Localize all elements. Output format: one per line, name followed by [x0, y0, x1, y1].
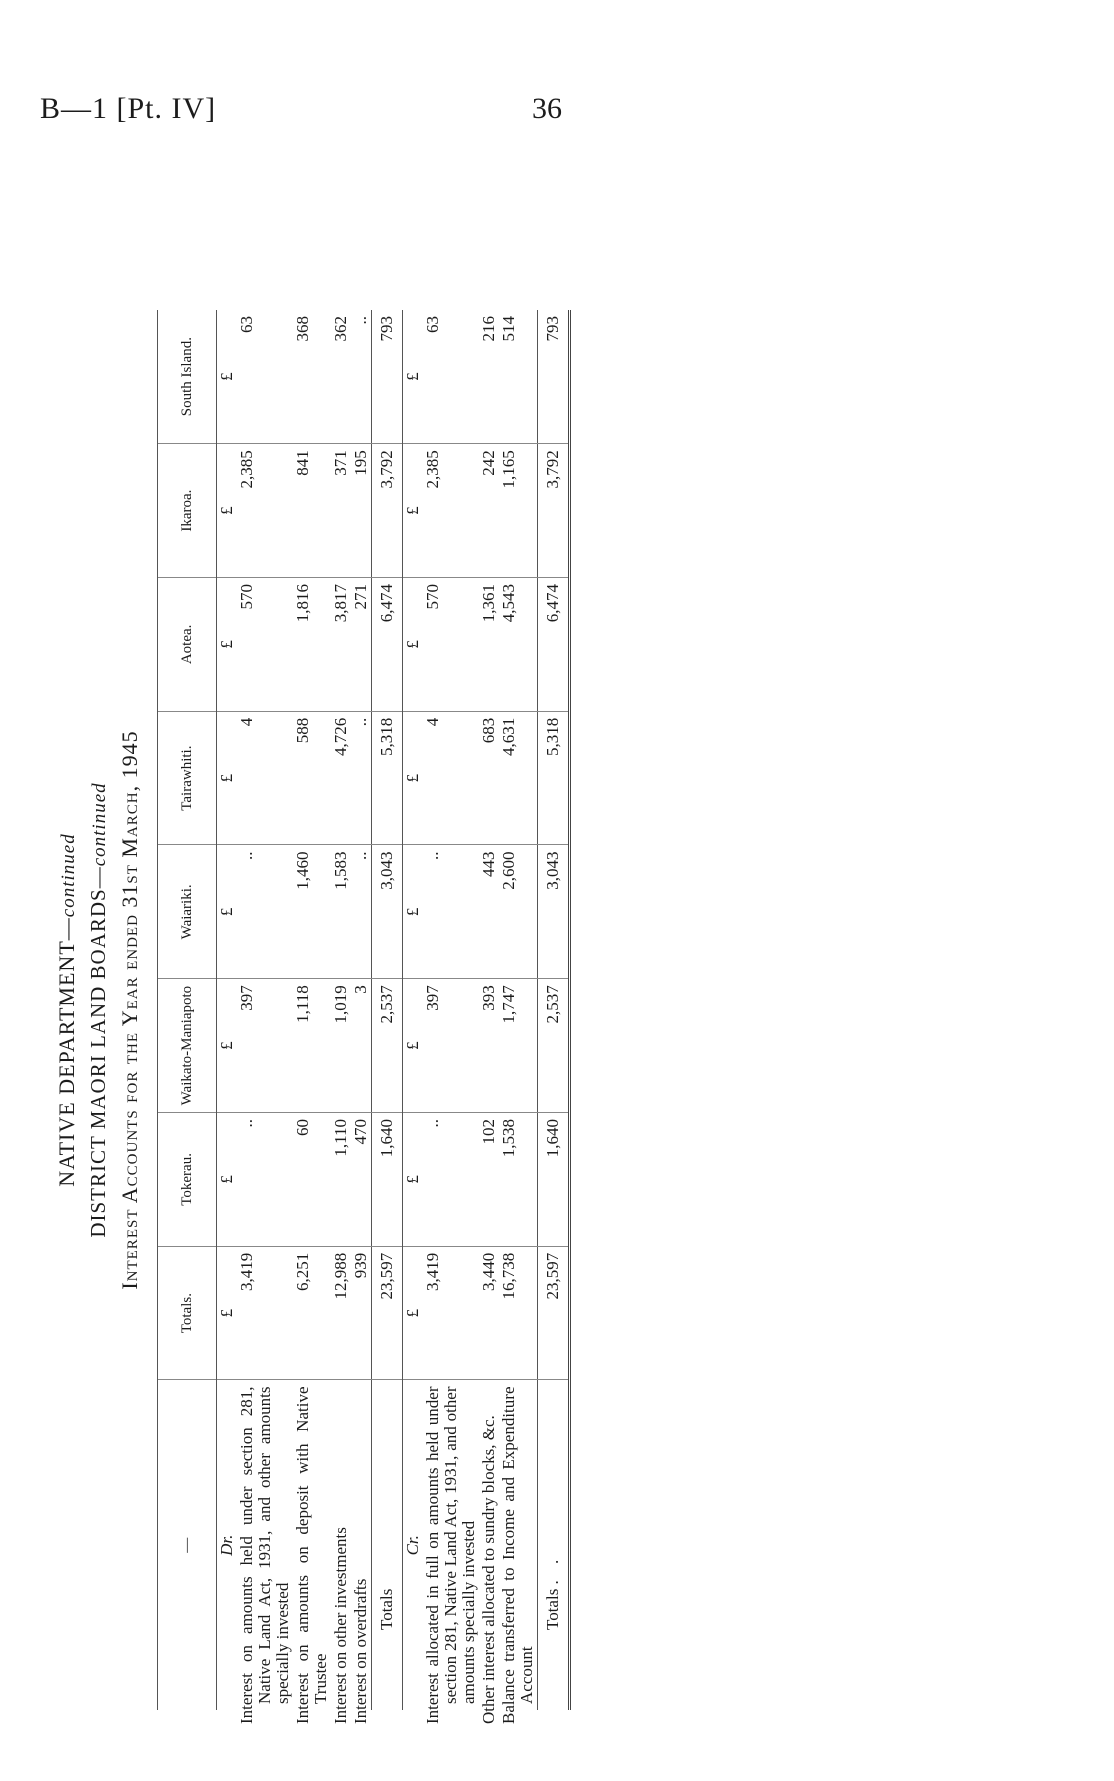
department-title: NATIVE DEPARTMENT—continued — [54, 833, 79, 1187]
cell-waiariki: 3,043 — [538, 845, 570, 979]
currency-symbol: £ — [403, 506, 422, 515]
boards-title: DISTRICT MAORI LAND BOARDS—continued — [86, 782, 110, 1238]
cell-waikato-maniapoto: 1,019 — [331, 979, 351, 1113]
currency-symbol: £ — [217, 506, 236, 515]
cell-tairawhiti: 4 — [237, 711, 293, 845]
col-header-south-island: South Island. — [158, 310, 217, 444]
col-header-waikato-maniapoto: Waikato-Maniapoto — [158, 979, 217, 1113]
cr-totals-row — [538, 310, 570, 1710]
row-label: Interest on amounts on deposit with Native Trustee — [293, 1386, 330, 1724]
currency-symbol: £ — [217, 372, 236, 381]
currency-symbol: £ — [217, 1041, 236, 1050]
cell-aotea: 271 — [351, 578, 372, 712]
cell-aotea: 4,543 — [499, 578, 538, 712]
cell-ikaroa: 242 — [479, 444, 499, 578]
row-label: Balance transferred to Income and Expenditure Account — [499, 1386, 536, 1724]
cell-waikato-maniapoto: 3 — [351, 979, 372, 1113]
row-label: Interest on amounts held under section 281, Native Land Act, 1931, and other amounts specially invested — [237, 1386, 292, 1724]
cell-tokerau: .. — [423, 1113, 479, 1247]
cell-tairawhiti: 683 — [479, 711, 499, 845]
col-header-tokerau: Tokerau. — [158, 1113, 217, 1247]
cell-tairawhiti: 5,318 — [538, 711, 570, 845]
cell-ikaroa: 371 — [331, 444, 351, 578]
cell-tokerau: 102 — [479, 1113, 499, 1247]
cell-south-island: 793 — [372, 310, 403, 444]
totals-label: Totals . . — [538, 1380, 570, 1710]
currency-symbol: £ — [217, 1308, 236, 1318]
currency-symbol: £ — [403, 907, 422, 917]
table-row — [331, 310, 351, 1710]
cell-tairawhiti: .. — [351, 711, 372, 845]
col-header-totals: Totals. — [158, 1246, 217, 1380]
table-row — [479, 310, 499, 1710]
dot-leaders: . . — [543, 1553, 562, 1585]
cell-totals: 3,419 — [237, 1246, 293, 1380]
cell-totals: 23,597 — [538, 1246, 570, 1380]
cell-waikato-maniapoto: 2,537 — [538, 979, 570, 1113]
cell-waikato-maniapoto: 397 — [423, 979, 479, 1113]
cell-waikato-maniapoto: 397 — [237, 979, 293, 1113]
col-header-tairawhiti: Tairawhiti. — [158, 711, 217, 845]
cell-waiariki: 443 — [479, 845, 499, 979]
cell-aotea: 570 — [423, 578, 479, 712]
table-row — [351, 310, 372, 1710]
cell-totals: 6,251 — [293, 1246, 331, 1380]
cell-aotea: 6,474 — [538, 578, 570, 712]
cell-tairawhiti: 4,631 — [499, 711, 538, 845]
currency-symbol: £ — [217, 773, 236, 783]
cell-south-island: 362 — [331, 310, 351, 444]
cell-waiariki: 2,600 — [499, 845, 538, 979]
currency-symbol: £ — [217, 640, 236, 649]
document-code: B—1 [Pt. IV] — [40, 92, 217, 125]
row-label: Interest on other investments — [331, 1527, 350, 1724]
currency-symbol: £ — [217, 907, 236, 917]
cell-tokerau: .. — [237, 1113, 293, 1247]
table-title: Interest Accounts for the Year ended 31st March, 1945 — [117, 730, 142, 1290]
cell-south-island: 63 — [237, 310, 293, 444]
cell-tairawhiti: 588 — [293, 711, 331, 845]
row-label: Interest allocated in full on amounts held under section 281, Native Land Act, 1931, and other amounts specially invested — [423, 1386, 478, 1724]
cell-tokerau: 470 — [351, 1113, 372, 1247]
cell-aotea: 3,817 — [331, 578, 351, 712]
cell-south-island: 368 — [293, 310, 331, 444]
cell-tokerau: 1,640 — [538, 1113, 570, 1247]
cell-ikaroa: 195 — [351, 444, 372, 578]
cell-south-island: 63 — [423, 310, 479, 444]
table-row — [423, 310, 479, 1710]
cell-totals: 16,738 — [499, 1246, 538, 1380]
currency-symbol: £ — [403, 1041, 422, 1050]
currency-symbol: £ — [403, 1175, 422, 1184]
cr-heading: Cr. — [403, 1535, 422, 1556]
cell-waikato-maniapoto: 2,537 — [372, 979, 403, 1113]
totals-label: Totals — [372, 1380, 403, 1710]
titles — [54, 310, 143, 1710]
cell-waikato-maniapoto: 1,747 — [499, 979, 538, 1113]
cell-ikaroa: 2,385 — [423, 444, 479, 578]
row-label: Other interest allocated to sundry blocks, &c. — [479, 1415, 498, 1724]
col-header-description: — — [158, 1380, 217, 1710]
cell-south-island: .. — [351, 310, 372, 444]
cell-south-island: 514 — [499, 310, 538, 444]
cell-waiariki: 1,460 — [293, 845, 331, 979]
cell-aotea: 570 — [237, 578, 293, 712]
cell-ikaroa: 841 — [293, 444, 331, 578]
cell-waiariki: 1,583 — [331, 845, 351, 979]
cell-totals: 3,419 — [423, 1246, 479, 1380]
cell-ikaroa: 3,792 — [538, 444, 570, 578]
table-body — [217, 310, 570, 1724]
cell-totals: 23,597 — [372, 1246, 403, 1380]
cr-heading-row — [403, 310, 424, 1710]
col-header-aotea: Aotea. — [158, 578, 217, 712]
table-row — [293, 310, 331, 1710]
cell-tokerau: 1,640 — [372, 1113, 403, 1247]
col-header-ikaroa: Ikaroa. — [158, 444, 217, 578]
cell-tokerau: 1,538 — [499, 1113, 538, 1247]
table-row — [499, 310, 538, 1710]
cell-totals: 3,440 — [479, 1246, 499, 1380]
cell-waiariki: .. — [237, 845, 293, 979]
dr-totals-row — [372, 310, 403, 1710]
cell-tairawhiti: 5,318 — [372, 711, 403, 845]
cell-aotea: 1,816 — [293, 578, 331, 712]
cell-waiariki: 3,043 — [372, 845, 403, 979]
cell-tairawhiti: 4 — [423, 711, 479, 845]
cell-tokerau: 60 — [293, 1113, 331, 1247]
cell-totals: 939 — [351, 1246, 372, 1380]
row-label: Interest on overdrafts — [351, 1578, 370, 1724]
cell-waikato-maniapoto: 393 — [479, 979, 499, 1113]
currency-symbol: £ — [403, 773, 422, 783]
cell-south-island: 216 — [479, 310, 499, 444]
cell-south-island: 793 — [538, 310, 570, 444]
currency-symbol: £ — [217, 1175, 236, 1184]
cell-ikaroa: 3,792 — [372, 444, 403, 578]
rotated-table-block — [50, 310, 610, 1724]
cell-tairawhiti: 4,726 — [331, 711, 351, 845]
cell-waiariki: .. — [351, 845, 372, 979]
col-header-waiariki: Waiariki. — [158, 845, 217, 979]
cell-tokerau: 1,110 — [331, 1113, 351, 1247]
dr-heading-row — [217, 310, 238, 1710]
cell-aotea: 1,361 — [479, 578, 499, 712]
interest-accounts-table — [157, 310, 571, 1724]
cell-waiariki: .. — [423, 845, 479, 979]
header-row — [158, 310, 217, 1710]
cell-ikaroa: 1,165 — [499, 444, 538, 578]
currency-symbol: £ — [403, 372, 422, 381]
page-number: 36 — [532, 92, 562, 125]
cell-totals: 12,988 — [331, 1246, 351, 1380]
cell-waikato-maniapoto: 1,118 — [293, 979, 331, 1113]
dr-heading: Dr. — [217, 1534, 236, 1556]
currency-symbol: £ — [403, 1308, 422, 1318]
currency-symbol: £ — [403, 640, 422, 649]
cell-aotea: 6,474 — [372, 578, 403, 712]
cell-ikaroa: 2,385 — [237, 444, 293, 578]
table-row — [237, 310, 293, 1710]
